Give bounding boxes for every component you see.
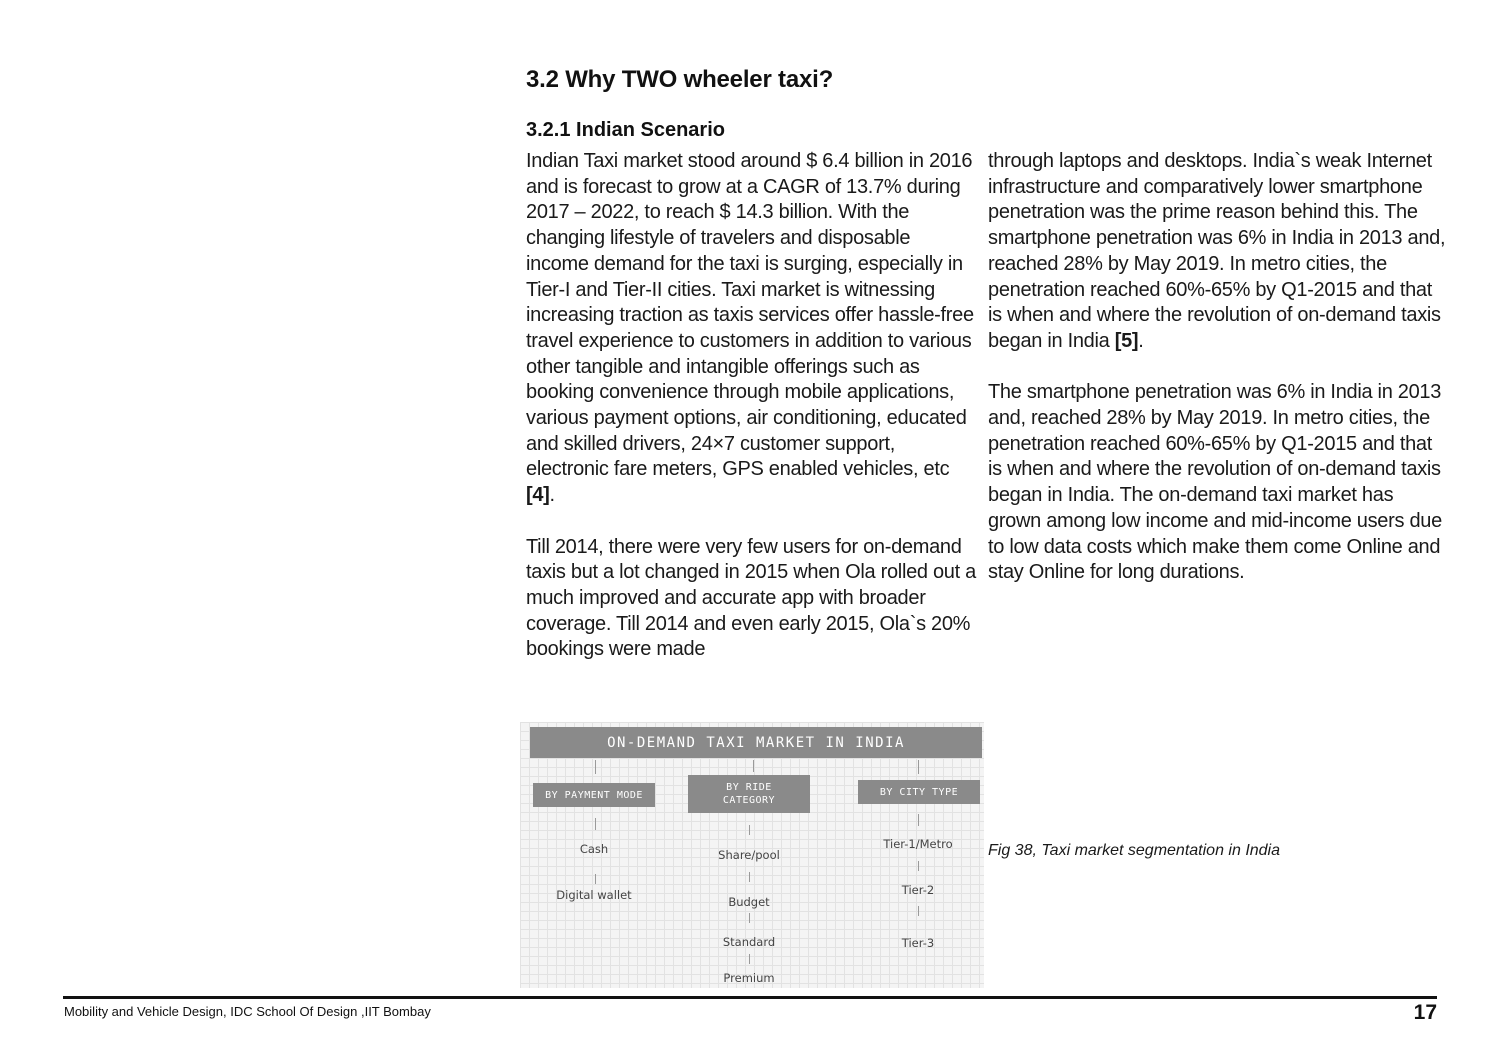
segment-item: Cash: [579, 842, 609, 856]
segment-item: Premium: [723, 971, 775, 985]
connector-line: [749, 954, 750, 964]
segment-item: Tier-2: [901, 883, 935, 897]
category-box-ride-category: [688, 775, 810, 813]
segment-item: Tier-1/Metro: [883, 837, 953, 851]
connector-line: [918, 814, 919, 826]
body-paragraph: Till 2014, there were very few users for on-demand taxis but a lot changed in 2015 when Ola rolled out a much improved and accurate app with broader coverage. Till 2014 and even early 2015, Ola`s 20% bookings were made: [526, 535, 976, 661]
connector-line: [918, 760, 919, 774]
paragraph-end: .: [549, 484, 555, 507]
connector-line: [749, 825, 750, 835]
figure-caption: Fig 38, Taxi market segmentation in India: [988, 842, 1281, 859]
page-number: 17: [1413, 1001, 1437, 1024]
paragraph-text: through laptops and desktops. India`s weak Internet infrastructure and comparatively lower smartphone penetration was the prime reason behind this. The smartphone penetration was 6% in India in 2013 and, reached 28% by May 2019. In metro cities, the penetration reached 60%-65% by Q1-2015 and that is when and where the revolution of on-demand taxis began in India: [988, 150, 1446, 352]
connector-line: [749, 872, 750, 882]
connector-line: [918, 861, 919, 871]
segment-item: Share/pool: [718, 848, 780, 862]
connector-line: [595, 818, 596, 830]
section-title: 3.2 Why TWO wheeler taxi?: [526, 66, 834, 93]
body-paragraph: [526, 149, 978, 509]
market-segmentation-figure: [520, 722, 984, 988]
connector-line: [595, 760, 596, 774]
paragraph-text: Indian Taxi market stood around $ 6.4 billion in 2016 and is forecast to grow at a CAGR of 13.7% during 2017 – 2022, to reach $ 14.3 billion. With the changing lifestyle of travelers and disposable income demand for the taxi is surging, especially in Tier-I and Tier-II cities. Taxi market is witnessing increasing traction as taxis services offer hassle-free travel experience to customers in addition to various other tangible and intangible offerings such as booking convenience through mobile applications, various payment options, air conditioning, educated and skilled drivers, 24×7 customer support, electronic fare meters, GPS enabled vehicles, etc: [526, 150, 974, 481]
paragraph-end: .: [1138, 329, 1144, 352]
connector-line: [753, 760, 754, 772]
footer-text: Mobility and Vehicle Design, IDC School Of Design ,IIT Bombay: [64, 1004, 431, 1019]
figure-title-banner: ON-DEMAND TAXI MARKET IN INDIA: [530, 727, 982, 758]
segment-item: Standard: [722, 935, 776, 949]
category-box-city-type: BY CITY TYPE: [858, 780, 980, 804]
body-paragraph: The smartphone penetration was 6% in India in 2013 and, reached 28% by May 2019. In metro cities, the penetration reached 60%-65% by Q1-2015 and that is when and where the revolution of on-demand taxis began in India. The on-demand taxi market has grown among low income and mid-income users due to low data costs which make them come Online and stay Online for long durations.: [988, 381, 1442, 584]
left-text-column: [526, 149, 978, 663]
category-box-payment-mode: BY PAYMENT MODE: [533, 783, 655, 807]
subsection-title: 3.2.1 Indian Scenario: [526, 119, 725, 141]
footer-divider: [63, 996, 1437, 999]
citation-ref[interactable]: [4]: [526, 484, 550, 507]
body-paragraph: [988, 149, 1448, 355]
connector-line: [749, 913, 750, 923]
segment-item: Budget: [728, 895, 770, 909]
connector-line: [918, 906, 919, 916]
category-label: BY RIDE CATEGORY: [722, 782, 776, 806]
citation-ref[interactable]: [5]: [1114, 329, 1139, 352]
segment-item: Digital wallet: [556, 888, 632, 902]
right-text-column: [988, 149, 1448, 586]
segment-item: Tier-3: [901, 936, 935, 950]
connector-line: [595, 874, 596, 884]
